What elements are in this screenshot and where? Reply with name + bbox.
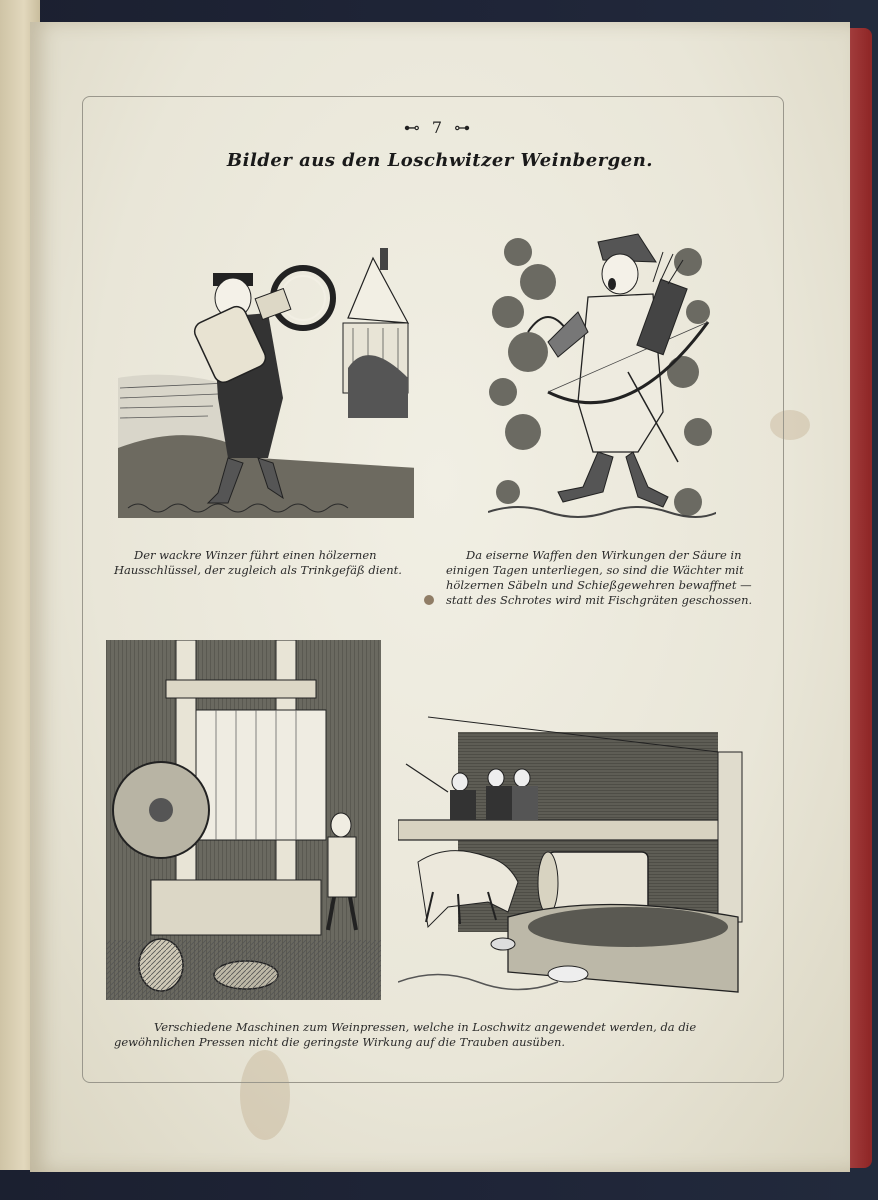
caption-top-right: Da eiserne Waffen den Wirkungen der Säure in einigen Tagen unterliegen, so sind die Wächter mit hölzernen Säbeln und Schießgewehren bewaffnet — statt des Schrotes wird mit Fischgräten geschossen.	[446, 548, 753, 607]
ornament-right-icon: ⊶	[454, 118, 473, 137]
illustration-roller-press	[398, 712, 748, 1004]
caption-bottom: Verschiedene Maschinen zum Weinpressen, welche in Loschwitz angewendet werden, da die gewöhnlichen Pressen nicht die geringste Wirkung auf die Trauben ausüben.	[114, 1020, 697, 1049]
ornament-left-icon: ⊷	[403, 118, 422, 137]
caption-top-left: Der wackre Winzer führt einen hölzernen Hausschlüssel, der zugleich als Trinkgefäß dient.	[114, 548, 402, 577]
illustration-wine-press	[106, 640, 381, 1000]
illustration-guard-with-bow	[488, 222, 716, 530]
page-number: ⊷ 7 ⊶	[403, 118, 473, 137]
illustration-winzer	[118, 218, 414, 528]
page-title: Bilder aus den Loschwitzer Weinbergen.	[226, 150, 654, 171]
